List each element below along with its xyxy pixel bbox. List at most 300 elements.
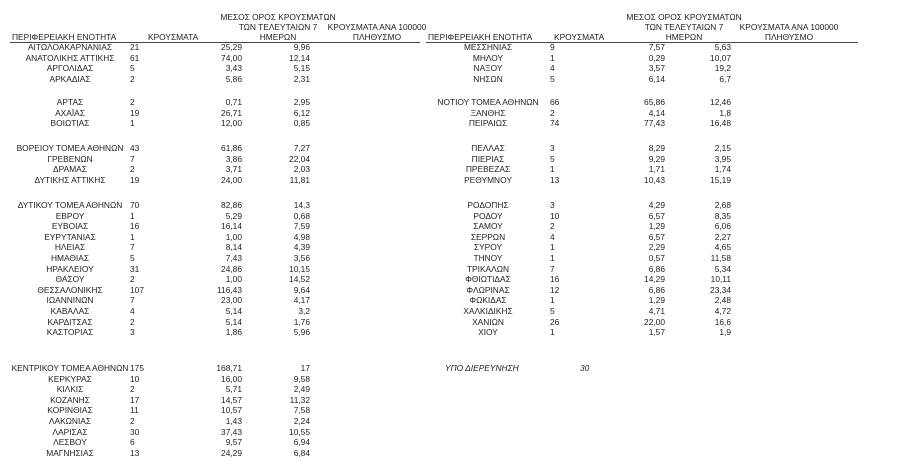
cases-cell: 10 bbox=[550, 210, 560, 221]
cases-cell: 6 bbox=[130, 437, 135, 448]
avg-cell: 2,29 bbox=[648, 242, 665, 253]
cases-cell: 4 bbox=[550, 231, 555, 242]
left-header-per100k bbox=[312, 22, 442, 42]
table-row bbox=[10, 53, 310, 64]
table-row bbox=[426, 253, 731, 264]
region-cell: ΡΟΔΟΠΗΣ bbox=[467, 200, 509, 210]
avg-cell: 22,00 bbox=[644, 316, 665, 327]
cases-cell: 7 bbox=[550, 263, 555, 274]
cases-cell: 2 bbox=[550, 221, 555, 232]
cases-cell: 1 bbox=[550, 327, 555, 338]
per100k-cell: 2,48 bbox=[714, 295, 731, 306]
per100k-cell: 16,6 bbox=[714, 316, 731, 327]
per100k-cell: 7,27 bbox=[293, 143, 310, 153]
avg-cell: 1,43 bbox=[225, 415, 242, 426]
region-cell: ΚΟΡΙΝΘΙΑΣ bbox=[47, 405, 93, 416]
cases-cell: 5 bbox=[130, 63, 135, 74]
table-row bbox=[10, 306, 310, 317]
cases-cell: 30 bbox=[130, 426, 140, 437]
cases-cell: 1 bbox=[130, 210, 135, 221]
per100k-cell: 6,06 bbox=[714, 221, 731, 232]
avg-cell: 23,00 bbox=[221, 295, 242, 306]
region-cell: ΔΥΤΙΚΗΣ ΑΤΤΙΚΗΣ bbox=[34, 174, 106, 185]
per100k-cell: 4,39 bbox=[293, 242, 310, 253]
table-row bbox=[10, 374, 310, 385]
avg-cell: 5,29 bbox=[225, 210, 242, 221]
right-header-per100k bbox=[724, 22, 854, 42]
region-cell: ΚΕΡΚΥΡΑΣ bbox=[48, 373, 92, 384]
per100k-cell: 1,9 bbox=[719, 327, 731, 338]
cases-cell: 5 bbox=[550, 73, 555, 84]
table-row bbox=[10, 317, 310, 328]
per100k-cell: 2,49 bbox=[293, 384, 310, 395]
table-row bbox=[426, 175, 731, 186]
table-row bbox=[426, 74, 731, 85]
table-row bbox=[426, 108, 731, 119]
per100k-cell: 4,65 bbox=[714, 242, 731, 253]
avg-cell: 61,86 bbox=[221, 143, 242, 153]
region-cell: ΠΙΕΡΙΑΣ bbox=[471, 153, 505, 164]
table-row bbox=[426, 118, 731, 129]
avg-cell: 8,29 bbox=[648, 143, 665, 153]
region-cell: ΡΟΔΟΥ bbox=[473, 210, 503, 221]
region-cell: ΘΑΣΟΥ bbox=[55, 274, 85, 285]
table-row bbox=[426, 63, 731, 74]
avg-cell: 6,57 bbox=[648, 210, 665, 221]
avg-cell: 82,86 bbox=[221, 200, 242, 210]
table-row bbox=[426, 42, 731, 53]
right-header-avg-line3: ΗΜΕΡΩΝ bbox=[665, 32, 703, 42]
cases-cell: 1 bbox=[130, 231, 135, 242]
table-row bbox=[426, 211, 731, 222]
cases-cell: 5 bbox=[130, 252, 135, 263]
per100k-cell: 5,34 bbox=[714, 263, 731, 274]
per100k-cell: 3,95 bbox=[714, 153, 731, 164]
cases-cell: 2 bbox=[130, 274, 135, 285]
avg-cell: 24,00 bbox=[221, 174, 242, 185]
per100k-cell: 2,03 bbox=[293, 164, 310, 175]
per100k-cell: 11,32 bbox=[289, 394, 310, 405]
per100k-cell: 4,17 bbox=[293, 295, 310, 306]
per100k-cell: 3,56 bbox=[293, 252, 310, 263]
right-header-cases: ΚΡΟΥΣΜΑΤΑ bbox=[554, 32, 605, 42]
region-cell: ΗΜΑΘΙΑΣ bbox=[50, 252, 90, 263]
cases-cell: 1 bbox=[550, 164, 555, 175]
per100k-cell: 0,68 bbox=[293, 210, 310, 221]
avg-cell: 6,14 bbox=[648, 73, 665, 84]
cases-cell: 13 bbox=[130, 447, 140, 458]
region-cell: ΜΕΣΣΗΝΙΑΣ bbox=[463, 42, 513, 52]
avg-cell: 65,86 bbox=[644, 97, 665, 107]
table-row bbox=[10, 264, 310, 275]
per100k-cell: 3,2 bbox=[298, 305, 310, 316]
avg-cell: 1,57 bbox=[648, 327, 665, 338]
avg-cell: 14,29 bbox=[644, 274, 665, 285]
per100k-cell: 5,15 bbox=[293, 63, 310, 74]
avg-cell: 1,00 bbox=[225, 231, 242, 242]
avg-cell: 5,14 bbox=[225, 316, 242, 327]
per100k-cell: 11,58 bbox=[710, 252, 731, 263]
left-header-per100k-line1: ΚΡΟΥΣΜΑΤΑ ΑΝΑ 100000 bbox=[327, 22, 427, 32]
table-row bbox=[10, 274, 310, 285]
region-cell: ΑΡΓΟΛΙΔΑΣ bbox=[46, 63, 94, 74]
cases-cell: 4 bbox=[130, 305, 135, 316]
table-row bbox=[10, 232, 310, 243]
region-cell: ΔΥΤΙΚΟΥ ΤΟΜΕΑ ΑΘΗΝΩΝ bbox=[17, 200, 123, 210]
cases-cell: 2 bbox=[130, 415, 135, 426]
region-cell: ΦΛΩΡΙΝΑΣ bbox=[466, 284, 510, 295]
left-header-avg-line2: ΤΩΝ ΤΕΛΕΥΤΑΙΩΝ 7 bbox=[238, 22, 318, 32]
per100k-cell: 9,64 bbox=[293, 284, 310, 295]
right-header-avg-line1: ΜΕΣΟΣ ΟΡΟΣ ΚΡΟΥΣΜΑΤΩΝ bbox=[626, 12, 742, 22]
cases-cell: 31 bbox=[130, 263, 140, 274]
region-cell: ΚΕΝΤΡΙΚΟΥ ΤΟΜΕΑ ΑΘΗΝΩΝ bbox=[11, 363, 129, 373]
avg-cell: 116,43 bbox=[217, 284, 242, 295]
region-cell: ΙΩΑΝΝΙΝΩΝ bbox=[46, 295, 94, 306]
region-cell: ΞΑΝΘΗΣ bbox=[470, 107, 506, 118]
region-cell: ΒΟΡΕΙΟΥ ΤΟΜΕΑ ΑΘΗΝΩΝ bbox=[16, 143, 124, 153]
table-row bbox=[426, 53, 731, 64]
table-row bbox=[426, 232, 731, 243]
region-cell: ΗΛΕΙΑΣ bbox=[54, 242, 86, 253]
region-cell: ΑΝΑΤΟΛΙΚΗΣ ΑΤΤΙΚΗΣ bbox=[25, 52, 115, 63]
region-cell: ΤΡΙΚΑΛΩΝ bbox=[466, 263, 510, 274]
region-cell: ΛΑΡΙΣΑΣ bbox=[52, 426, 88, 437]
cases-cell: 5 bbox=[550, 305, 555, 316]
cases-cell: 7 bbox=[130, 153, 135, 164]
avg-cell: 24,86 bbox=[221, 263, 242, 274]
table-row bbox=[10, 437, 310, 448]
per100k-cell: 23,34 bbox=[710, 284, 731, 295]
per100k-cell: 6,94 bbox=[293, 437, 310, 448]
per100k-cell: 9,58 bbox=[293, 373, 310, 384]
cases-cell: 19 bbox=[130, 174, 140, 185]
table-row bbox=[10, 211, 310, 222]
right-header-region: ΠΕΡΙΦΕΡΕΙΑΚΗ ΕΝΟΤΗΤΑ bbox=[428, 32, 533, 42]
under-investigation-cases: 30 bbox=[580, 363, 590, 373]
per100k-cell: 1,8 bbox=[719, 107, 731, 118]
cases-cell: 7 bbox=[130, 242, 135, 253]
cases-cell: 9 bbox=[550, 42, 555, 52]
cases-cell: 1 bbox=[550, 242, 555, 253]
region-cell: ΝΑΞΟΥ bbox=[473, 63, 503, 74]
left-block-2 bbox=[10, 97, 310, 129]
cases-cell: 1 bbox=[550, 252, 555, 263]
table-row bbox=[10, 221, 310, 232]
right-block-3 bbox=[426, 143, 731, 185]
avg-cell: 1,29 bbox=[648, 221, 665, 232]
cases-cell: 16 bbox=[550, 274, 560, 285]
region-cell: ΗΡΑΚΛΕΙΟΥ bbox=[46, 263, 94, 274]
avg-cell: 3,43 bbox=[225, 63, 242, 74]
table-row bbox=[10, 154, 310, 165]
per100k-cell: 15,19 bbox=[710, 174, 731, 185]
per100k-cell: 0,85 bbox=[293, 118, 310, 129]
per100k-cell: 17 bbox=[300, 363, 310, 373]
cases-cell: 17 bbox=[130, 394, 140, 405]
per100k-cell: 10,07 bbox=[710, 52, 731, 63]
right-block-2 bbox=[426, 97, 731, 129]
avg-cell: 25,29 bbox=[221, 42, 242, 52]
region-cell: ΓΡΕΒΕΝΩΝ bbox=[47, 153, 93, 164]
region-cell: ΑΡΤΑΣ bbox=[56, 97, 84, 107]
cases-cell: 2 bbox=[130, 164, 135, 175]
cases-cell: 5 bbox=[550, 153, 555, 164]
region-cell: ΣΑΜΟΥ bbox=[473, 221, 503, 232]
per100k-cell: 2,27 bbox=[714, 231, 731, 242]
cases-cell: 66 bbox=[550, 97, 560, 107]
cases-cell: 2 bbox=[130, 384, 135, 395]
avg-cell: 168,71 bbox=[216, 363, 242, 373]
table-row bbox=[10, 108, 310, 119]
avg-cell: 1,86 bbox=[225, 327, 242, 338]
table-row bbox=[426, 274, 731, 285]
left-block-4 bbox=[10, 200, 310, 338]
region-cell: ΛΑΚΩΝΙΑΣ bbox=[48, 415, 92, 426]
avg-cell: 16,14 bbox=[221, 221, 242, 232]
table-row bbox=[10, 327, 310, 338]
per100k-cell: 9,96 bbox=[293, 42, 310, 52]
region-cell: ΚΙΛΚΙΣ bbox=[56, 384, 84, 395]
per100k-cell: 10,11 bbox=[710, 274, 731, 285]
region-cell: ΕΒΡΟΥ bbox=[55, 210, 85, 221]
avg-cell: 6,86 bbox=[648, 284, 665, 295]
region-cell: ΝΗΣΩΝ bbox=[473, 73, 503, 84]
per100k-cell: 2,68 bbox=[714, 200, 731, 210]
per100k-cell: 12,14 bbox=[289, 52, 310, 63]
per100k-cell: 14,3 bbox=[293, 200, 310, 210]
per100k-cell: 7,59 bbox=[293, 221, 310, 232]
avg-cell: 5,86 bbox=[225, 73, 242, 84]
cases-cell: 26 bbox=[550, 316, 560, 327]
right-header-per100k-line1: ΚΡΟΥΣΜΑΤΑ ΑΝΑ 100000 bbox=[739, 22, 839, 32]
cases-cell: 3 bbox=[550, 143, 555, 153]
cases-cell: 12 bbox=[550, 284, 560, 295]
per100k-cell: 2,31 bbox=[293, 73, 310, 84]
table-row bbox=[10, 253, 310, 264]
left-header-avg-line3: ΗΜΕΡΩΝ bbox=[259, 32, 297, 42]
per100k-cell: 1,76 bbox=[293, 316, 310, 327]
region-cell: ΦΩΚΙΔΑΣ bbox=[469, 295, 507, 306]
avg-cell: 5,71 bbox=[225, 384, 242, 395]
region-cell: ΚΑΣΤΟΡΙΑΣ bbox=[46, 327, 94, 338]
cases-cell: 107 bbox=[130, 284, 144, 295]
table-row bbox=[10, 416, 310, 427]
right-header-per100k-line2: ΠΛΗΘΥΣΜΟ bbox=[764, 32, 814, 42]
cases-cell: 3 bbox=[550, 200, 555, 210]
region-cell: ΑΙΤΩΛΟΑΚΑΡΝΑΝΙΑΣ bbox=[27, 42, 113, 52]
avg-cell: 4,29 bbox=[648, 200, 665, 210]
avg-cell: 12,00 bbox=[221, 118, 242, 129]
table-row bbox=[10, 295, 310, 306]
table-row bbox=[10, 448, 310, 459]
avg-cell: 10,43 bbox=[644, 174, 665, 185]
per100k-cell: 4,98 bbox=[293, 231, 310, 242]
per100k-cell: 19,2 bbox=[714, 63, 731, 74]
region-cell: ΑΧΑΪΑΣ bbox=[55, 107, 85, 118]
avg-cell: 0,29 bbox=[648, 52, 665, 63]
cases-cell: 2 bbox=[130, 73, 135, 84]
under-investigation-label: ΥΠΟ ΔΙΕΡΕΥΝΗΣΗ bbox=[445, 363, 519, 373]
table-row bbox=[426, 295, 731, 306]
region-cell: ΚΑΒΑΛΑΣ bbox=[50, 305, 90, 316]
table-row bbox=[10, 200, 310, 211]
region-cell: ΚΑΡΔΙΤΣΑΣ bbox=[47, 316, 93, 327]
cases-cell: 11 bbox=[130, 405, 139, 416]
table-row bbox=[426, 264, 731, 275]
left-block-5 bbox=[10, 363, 310, 458]
cases-cell: 2 bbox=[550, 107, 555, 118]
left-header-avg-line1: ΜΕΣΟΣ ΟΡΟΣ ΚΡΟΥΣΜΑΤΩΝ bbox=[220, 12, 336, 22]
avg-cell: 1,71 bbox=[648, 164, 665, 175]
per100k-cell: 10,55 bbox=[289, 426, 310, 437]
table-row bbox=[426, 221, 731, 232]
region-cell: ΣΕΡΡΩΝ bbox=[470, 231, 506, 242]
cases-cell: 3 bbox=[130, 327, 135, 338]
avg-cell: 3,86 bbox=[225, 153, 242, 164]
cases-cell: 4 bbox=[550, 63, 555, 74]
per100k-cell: 11,81 bbox=[289, 174, 310, 185]
left-block-3 bbox=[10, 143, 310, 185]
table-row bbox=[426, 164, 731, 175]
cases-cell: 7 bbox=[130, 295, 135, 306]
table-row bbox=[426, 285, 731, 296]
table-row bbox=[10, 63, 310, 74]
avg-cell: 4,71 bbox=[648, 305, 665, 316]
table-row bbox=[10, 74, 310, 85]
per100k-cell: 8,35 bbox=[714, 210, 731, 221]
region-cell: ΝΟΤΙΟΥ ΤΟΜΕΑ ΑΘΗΝΩΝ bbox=[437, 97, 539, 107]
region-cell: ΒΟΙΩΤΙΑΣ bbox=[50, 118, 90, 129]
table-row bbox=[10, 285, 310, 296]
cases-cell: 175 bbox=[130, 363, 144, 373]
avg-cell: 26,71 bbox=[221, 107, 242, 118]
per100k-cell: 7,58 bbox=[293, 405, 310, 416]
avg-cell: 74,00 bbox=[221, 52, 242, 63]
region-cell: ΧΑΝΙΩΝ bbox=[472, 316, 504, 327]
table-row bbox=[426, 200, 731, 211]
cases-cell: 2 bbox=[130, 316, 135, 327]
avg-cell: 1,29 bbox=[648, 295, 665, 306]
avg-cell: 9,29 bbox=[648, 153, 665, 164]
cases-cell: 1 bbox=[130, 118, 135, 129]
per100k-cell: 6,12 bbox=[293, 107, 310, 118]
right-block-1 bbox=[426, 42, 731, 84]
table-row bbox=[426, 242, 731, 253]
per100k-cell: 5,63 bbox=[714, 42, 731, 52]
avg-cell: 1,00 bbox=[225, 274, 242, 285]
left-header-region: ΠΕΡΙΦΕΡΕΙΑΚΗ ΕΝΟΤΗΤΑ bbox=[12, 32, 117, 42]
region-cell: ΧΙΟΥ bbox=[478, 327, 498, 338]
cases-cell: 21 bbox=[130, 42, 140, 52]
left-header-cases: ΚΡΟΥΣΜΑΤΑ bbox=[148, 32, 199, 42]
avg-cell: 3,71 bbox=[225, 164, 242, 175]
table-row bbox=[10, 384, 310, 395]
table-row bbox=[10, 427, 310, 438]
table-row bbox=[426, 154, 731, 165]
cases-cell: 19 bbox=[130, 107, 140, 118]
per100k-cell: 16,48 bbox=[710, 118, 731, 129]
region-cell: ΘΕΣΣΑΛΟΝΙΚΗΣ bbox=[37, 284, 103, 295]
region-cell: ΜΗΛΟΥ bbox=[472, 52, 504, 63]
region-cell: ΛΕΣΒΟΥ bbox=[53, 437, 87, 448]
region-cell: ΔΡΑΜΑΣ bbox=[53, 164, 87, 175]
cases-cell: 16 bbox=[130, 221, 140, 232]
avg-cell: 9,57 bbox=[225, 437, 242, 448]
table-row bbox=[10, 97, 310, 108]
avg-cell: 6,57 bbox=[648, 231, 665, 242]
per100k-cell: 10,15 bbox=[289, 263, 310, 274]
per100k-cell: 6,7 bbox=[719, 73, 731, 84]
region-cell: ΦΘΙΩΤΙΔΑΣ bbox=[465, 274, 511, 285]
avg-cell: 77,43 bbox=[644, 118, 665, 129]
left-header-per100k-line2: ΠΛΗΘΥΣΜΟ bbox=[352, 32, 402, 42]
table-row bbox=[426, 97, 731, 108]
cases-cell: 74 bbox=[550, 118, 560, 129]
avg-cell: 7,57 bbox=[648, 42, 665, 52]
per100k-cell: 6,84 bbox=[293, 447, 310, 458]
table-row bbox=[10, 164, 310, 175]
per100k-cell: 4,72 bbox=[714, 305, 731, 316]
region-cell: ΣΥΡΟΥ bbox=[473, 242, 503, 253]
region-cell: ΑΡΚΑΔΙΑΣ bbox=[49, 73, 91, 84]
region-cell: ΕΥΡΥΤΑΝΙΑΣ bbox=[44, 231, 96, 242]
table-row bbox=[10, 143, 310, 154]
region-cell: ΠΕΛΛΑΣ bbox=[471, 143, 505, 153]
avg-cell: 24,29 bbox=[221, 447, 242, 458]
per100k-cell: 2,95 bbox=[293, 97, 310, 107]
cases-cell: 70 bbox=[130, 200, 140, 210]
table-row bbox=[426, 306, 731, 317]
right-block-4 bbox=[426, 200, 731, 338]
region-cell: ΡΕΘΥΜΝΟΥ bbox=[464, 174, 512, 185]
cases-cell: 2 bbox=[130, 97, 135, 107]
region-cell: ΚΟΖΑΝΗΣ bbox=[50, 394, 90, 405]
table-row bbox=[10, 175, 310, 186]
table-row bbox=[426, 143, 731, 154]
cases-cell: 13 bbox=[550, 174, 560, 185]
avg-cell: 3,57 bbox=[648, 63, 665, 74]
region-cell: ΠΡΕΒΕΖΑΣ bbox=[465, 164, 511, 175]
table-row bbox=[10, 118, 310, 129]
avg-cell: 5,14 bbox=[225, 305, 242, 316]
table-row bbox=[10, 42, 310, 53]
cases-cell: 1 bbox=[550, 52, 555, 63]
avg-cell: 0,71 bbox=[225, 97, 242, 107]
cases-cell: 10 bbox=[130, 373, 140, 384]
avg-cell: 14,57 bbox=[221, 394, 242, 405]
avg-cell: 10,57 bbox=[221, 405, 242, 416]
avg-cell: 4,14 bbox=[648, 107, 665, 118]
per100k-cell: 12,46 bbox=[710, 97, 731, 107]
per100k-cell: 14,52 bbox=[289, 274, 310, 285]
table-row bbox=[10, 363, 310, 374]
right-header-avg-line2: ΤΩΝ ΤΕΛΕΥΤΑΙΩΝ 7 bbox=[644, 22, 724, 32]
region-cell: ΜΑΓΝΗΣΙΑΣ bbox=[46, 447, 94, 458]
avg-cell: 6,86 bbox=[648, 263, 665, 274]
per100k-cell: 22,04 bbox=[289, 153, 310, 164]
avg-cell: 7,43 bbox=[225, 252, 242, 263]
per100k-cell: 2,24 bbox=[293, 415, 310, 426]
table-row bbox=[426, 317, 731, 328]
avg-cell: 37,43 bbox=[221, 426, 242, 437]
cases-cell: 43 bbox=[130, 143, 140, 153]
region-cell: ΠΕΙΡΑΙΩΣ bbox=[468, 118, 508, 129]
table-row bbox=[10, 405, 310, 416]
region-cell: ΕΥΒΟΙΑΣ bbox=[51, 221, 89, 232]
per100k-cell: 1,74 bbox=[714, 164, 731, 175]
left-block-1 bbox=[10, 42, 310, 84]
